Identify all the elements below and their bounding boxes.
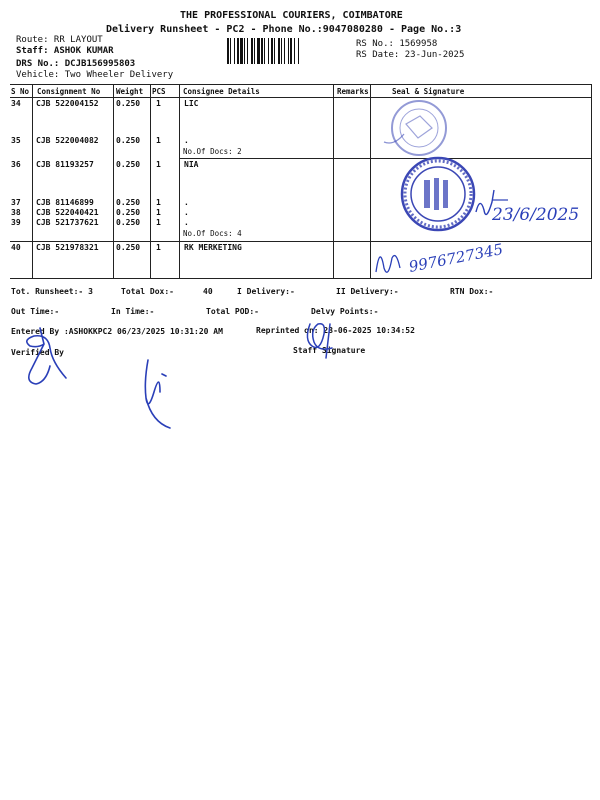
- barcode-bar: [294, 38, 295, 64]
- barcode-bar: [268, 38, 269, 64]
- rtn-dox: RTN Dox:-: [450, 287, 494, 296]
- row-weight: 0.250: [116, 243, 141, 252]
- header-pcs: PCS: [152, 87, 166, 96]
- barcode-bar: [281, 38, 282, 64]
- entered-by: Entered By :ASHOKKPC2 06/23/2025 10:31:20 AM: [11, 327, 223, 336]
- barcode-bar: [261, 38, 263, 64]
- column-divider: [333, 84, 334, 278]
- reprinted-on: Reprinted on: 23-06-2025 10:34:52: [256, 326, 415, 335]
- row-consignment: CJB 81193257: [36, 160, 94, 169]
- rs-number: RS No.: 1569958: [356, 39, 438, 49]
- barcode-bar: [254, 38, 255, 64]
- row-weight: 0.250: [116, 99, 141, 108]
- row-weight: 0.250: [116, 208, 141, 217]
- row-sno: 36: [11, 160, 21, 169]
- drs-number: DRS No.: DCJB156995803: [16, 59, 136, 69]
- row-sno: 40: [11, 243, 21, 252]
- handwritten-phone-number: [370, 228, 570, 284]
- barcode-bar: [240, 38, 243, 64]
- row-details: .: [184, 136, 189, 145]
- row-details: .: [184, 218, 189, 227]
- row-pcs: 1: [156, 243, 161, 252]
- verifier-signature: [126, 352, 186, 434]
- total-pod: Total POD:-: [206, 307, 259, 316]
- header-seal: Seal & Signature: [392, 87, 465, 96]
- header-consignee: Consignee Details: [183, 87, 260, 96]
- column-divider: [32, 84, 33, 278]
- barcode-bar: [290, 38, 292, 64]
- i-delivery: I Delivery:-: [237, 287, 295, 296]
- table-top-rule: [10, 84, 592, 85]
- column-divider: [591, 84, 592, 278]
- row-sno: 38: [11, 208, 21, 217]
- barcode-bar: [271, 38, 273, 64]
- vehicle-label: Vehicle: Two Wheeler Delivery: [16, 70, 174, 80]
- staff-signature: [290, 314, 350, 364]
- row-details: .: [184, 198, 189, 207]
- row-weight: 0.250: [116, 160, 141, 169]
- barcode-bar: [234, 38, 235, 64]
- barcode-bar: [227, 38, 229, 64]
- row-sno: 35: [11, 136, 21, 145]
- document-title: THE PROFESSIONAL COURIERS, COIMBATORE: [180, 10, 403, 21]
- rs-date: RS Date: 23-Jun-2025: [356, 50, 465, 60]
- docs-count-note: No.Of Docs: 2: [183, 147, 242, 156]
- row-details: LIC: [184, 99, 199, 108]
- header-consignment: Consignment No: [37, 87, 101, 96]
- column-divider: [179, 84, 180, 278]
- row-consignment: CJB 521737621: [36, 218, 99, 227]
- row-weight: 0.250: [116, 218, 141, 227]
- header-remarks: Remarks: [337, 87, 369, 96]
- column-divider: [113, 84, 114, 278]
- staff-signature-label: Staff Signature: [293, 346, 366, 355]
- barcode-bar: [278, 38, 280, 64]
- barcode-bar: [237, 38, 239, 64]
- out-time: Out Time:-: [11, 307, 60, 316]
- verified-by: Verified By: [11, 348, 64, 357]
- barcode-bar: [247, 38, 248, 64]
- row-pcs: 1: [156, 99, 161, 108]
- handwritten-date: [470, 182, 580, 230]
- column-divider: [150, 84, 151, 278]
- row-details: NIA: [184, 160, 199, 169]
- svg-text:9976727345: 9976727345: [407, 240, 505, 276]
- row-pcs: 1: [156, 160, 161, 169]
- row-consignment: CJB 81146899: [36, 198, 94, 207]
- row-pcs: 1: [156, 198, 161, 207]
- document-subtitle: Delivery Runsheet - PC2 - Phone No.:9047080280 - Page No.:3: [106, 24, 462, 35]
- row-weight: 0.250: [116, 198, 141, 207]
- barcode-bar: [274, 38, 275, 64]
- row-sno: 34: [11, 99, 21, 108]
- row-details: RK MERKETING: [184, 243, 242, 252]
- in-time: In Time:-: [111, 307, 155, 316]
- row-sno: 39: [11, 218, 21, 227]
- route-label: Route: RR LAYOUT: [16, 35, 103, 45]
- row-consignment: CJB 522004082: [36, 136, 99, 145]
- barcode-bar: [284, 38, 285, 64]
- barcode: [227, 38, 351, 64]
- delvy-points: Delvy Points:-: [311, 307, 379, 316]
- ii-delivery: II Delivery:-: [336, 287, 399, 296]
- row-pcs: 1: [156, 136, 161, 145]
- barcode-bar: [230, 38, 231, 64]
- table-header-rule: [10, 97, 592, 98]
- row-consignment: CJB 522040421: [36, 208, 99, 217]
- row-pcs: 1: [156, 218, 161, 227]
- staff-label: Staff: ASHOK KUMAR: [16, 46, 114, 56]
- docs-count-note: No.Of Docs: 4: [183, 229, 242, 238]
- barcode-bar: [251, 38, 253, 64]
- total-dox-label: Total Dox:-: [121, 287, 174, 296]
- entered-by-signature: [10, 318, 70, 400]
- row-details: .: [184, 208, 189, 217]
- row-pcs: 1: [156, 208, 161, 217]
- row-weight: 0.250: [116, 136, 141, 145]
- barcode-bar: [264, 38, 265, 64]
- total-dox-value: 40: [203, 287, 213, 296]
- row-consignment: CJB 521978321: [36, 243, 99, 252]
- barcode-bar: [257, 38, 260, 64]
- barcode-bar: [244, 38, 245, 64]
- barcode-bar: [288, 38, 289, 64]
- header-weight: Weight: [116, 87, 144, 96]
- row-sno: 37: [11, 198, 21, 207]
- svg-text:23/6/2025: 23/6/2025: [492, 205, 580, 225]
- header-sno: S No: [11, 87, 30, 96]
- row-consignment: CJB 522004152: [36, 99, 99, 108]
- barcode-bar: [298, 38, 299, 64]
- total-runsheet: Tot. Runsheet:- 3: [11, 287, 93, 296]
